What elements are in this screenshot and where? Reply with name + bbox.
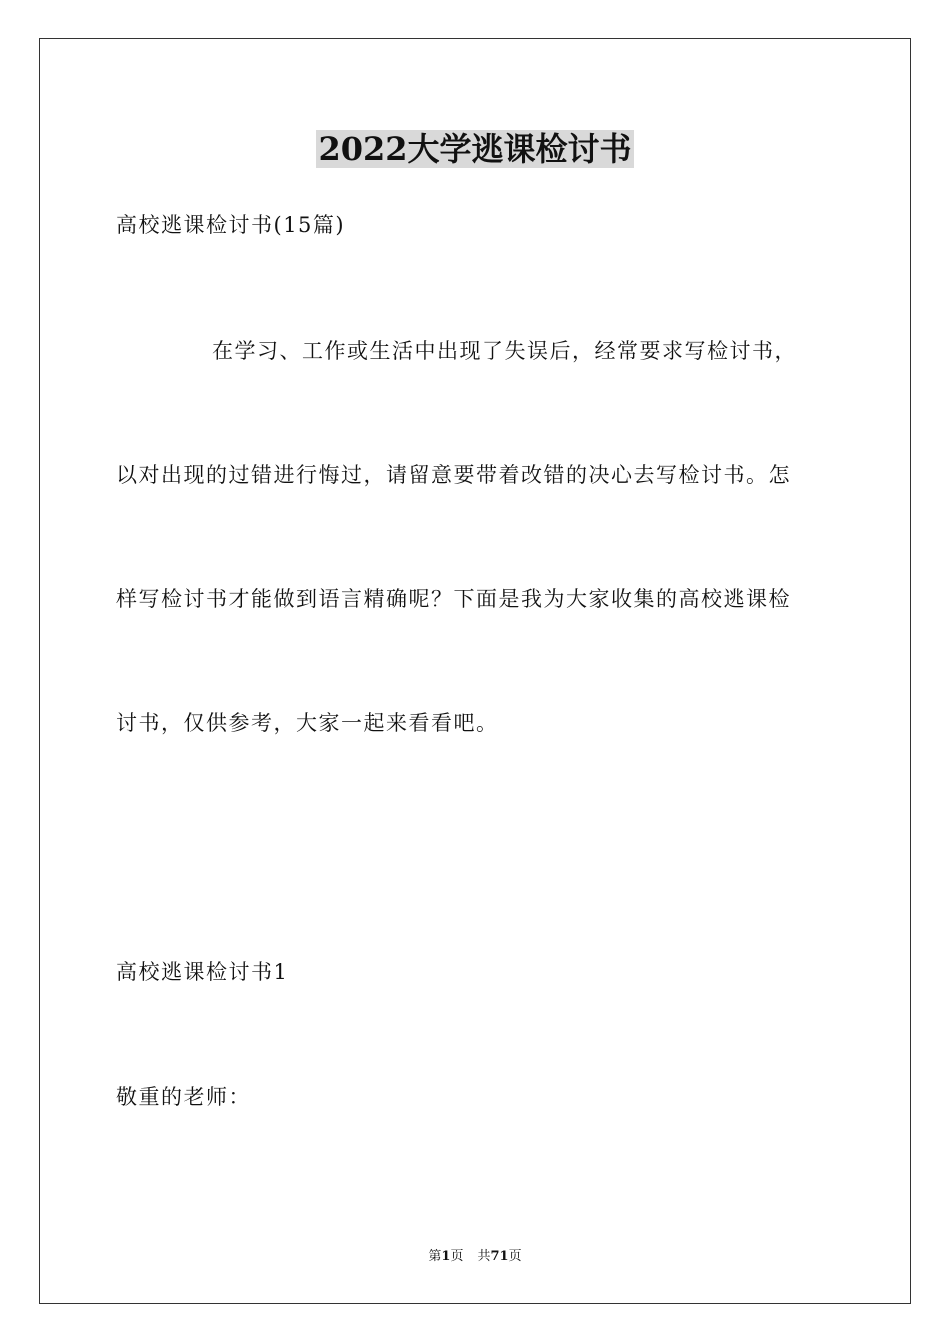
total-suffix: 页 (508, 1249, 522, 1264)
total-pages: 71 (490, 1249, 509, 1264)
paragraph-line: 在学习、工作或生活中出现了失误后，经常要求写检讨书， (212, 339, 797, 363)
total-prefix: 共 (477, 1249, 491, 1264)
page-suffix: 页 (450, 1249, 464, 1264)
paragraph-line: 以对出现的过错进行悔过，请留意要带着改错的决心去写检讨书。怎 (116, 463, 791, 487)
section-heading: 高校逃课检讨书1 (116, 960, 289, 984)
document-title-text: 2022大学逃课检讨书 (318, 130, 632, 168)
document-title (0, 126, 950, 172)
salutation: 敬重的老师： (116, 1085, 251, 1109)
paragraph-line: 样写检讨书才能做到语言精确呢？下面是我为大家收集的高校逃课检 (116, 587, 791, 611)
document-subtitle: 高校逃课检讨书(15篇) (116, 213, 346, 237)
page-number: 1 (441, 1249, 451, 1264)
page-prefix: 第 (428, 1249, 442, 1264)
paragraph-line: 讨书，仅供参考，大家一起来看看吧。 (116, 711, 499, 735)
page-footer (0, 1248, 950, 1266)
